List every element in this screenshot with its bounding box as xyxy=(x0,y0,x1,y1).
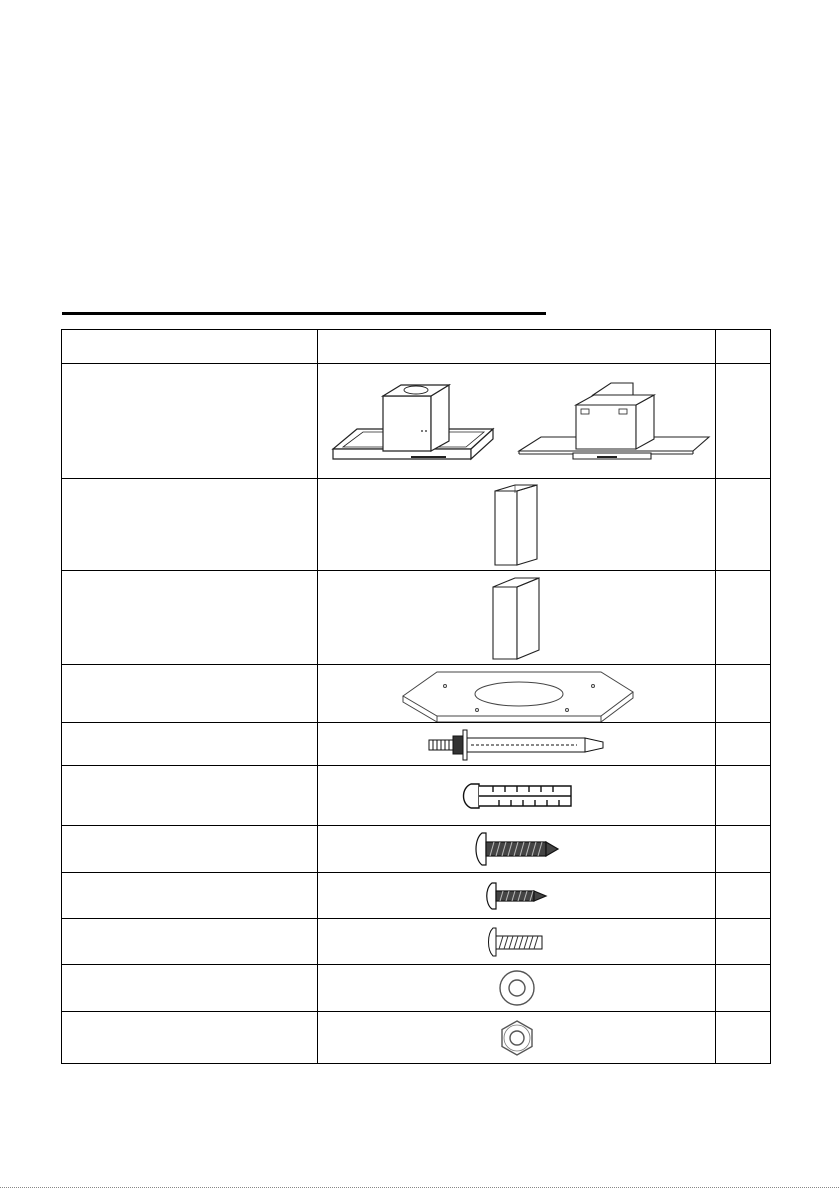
machine-screw-drawing xyxy=(485,926,549,958)
small-screw-drawing xyxy=(484,880,550,912)
part-figure-cell xyxy=(318,965,716,1012)
part-name-cell xyxy=(62,965,318,1012)
upper-chimney-drawing xyxy=(487,483,547,567)
table-header-row xyxy=(62,330,771,364)
part-name-cell xyxy=(62,766,318,826)
parts-list-table xyxy=(61,329,771,1064)
part-name-cell xyxy=(62,826,318,873)
part-name-cell xyxy=(62,1012,318,1064)
part-qty-cell xyxy=(716,873,771,919)
part-name-cell xyxy=(62,919,318,965)
part-name-cell xyxy=(62,571,318,665)
part-qty-cell xyxy=(716,665,771,723)
part-figure-cell xyxy=(318,571,716,665)
part-qty-cell xyxy=(716,723,771,766)
part-figure-cell xyxy=(318,766,716,826)
part-figure-cell xyxy=(318,364,716,479)
part-figure-cell xyxy=(318,479,716,571)
table-row xyxy=(62,723,771,766)
part-name-cell xyxy=(62,873,318,919)
part-figure-cell xyxy=(318,723,716,766)
table-row xyxy=(62,571,771,665)
table-row xyxy=(62,873,771,919)
hood-bodies-drawing xyxy=(321,371,713,471)
part-qty-cell xyxy=(716,919,771,965)
table-row xyxy=(62,665,771,723)
table-row xyxy=(62,766,771,826)
part-name-cell xyxy=(62,364,318,479)
table-row xyxy=(62,364,771,479)
mounting-plate-drawing xyxy=(397,666,637,722)
lower-chimney-drawing xyxy=(487,575,547,661)
part-qty-cell xyxy=(716,479,771,571)
part-figure-cell xyxy=(318,826,716,873)
washer-drawing xyxy=(497,968,537,1008)
part-figure-cell xyxy=(318,919,716,965)
section-heading-underline xyxy=(62,312,546,315)
part-qty-cell xyxy=(716,571,771,665)
part-qty-cell xyxy=(716,766,771,826)
part-qty-cell xyxy=(716,826,771,873)
table-row xyxy=(62,479,771,571)
part-qty-cell xyxy=(716,965,771,1012)
part-qty-cell xyxy=(716,1012,771,1064)
page-bottom-edge xyxy=(0,1187,839,1188)
large-screw-drawing xyxy=(472,829,562,869)
part-figure-cell xyxy=(318,1012,716,1064)
hex-nut-drawing xyxy=(497,1018,537,1058)
table-row xyxy=(62,1012,771,1064)
header-cell-qty xyxy=(716,330,771,364)
part-figure-cell xyxy=(318,665,716,723)
part-name-cell xyxy=(62,479,318,571)
part-name-cell xyxy=(62,723,318,766)
header-cell-name xyxy=(62,330,318,364)
header-cell-figure xyxy=(318,330,716,364)
wall-plug-drawing xyxy=(457,778,577,814)
table-row xyxy=(62,965,771,1012)
part-name-cell xyxy=(62,665,318,723)
part-figure-cell xyxy=(318,873,716,919)
table-row xyxy=(62,826,771,873)
expansion-bolt-drawing xyxy=(427,726,607,762)
table-row xyxy=(62,919,771,965)
part-qty-cell xyxy=(716,364,771,479)
